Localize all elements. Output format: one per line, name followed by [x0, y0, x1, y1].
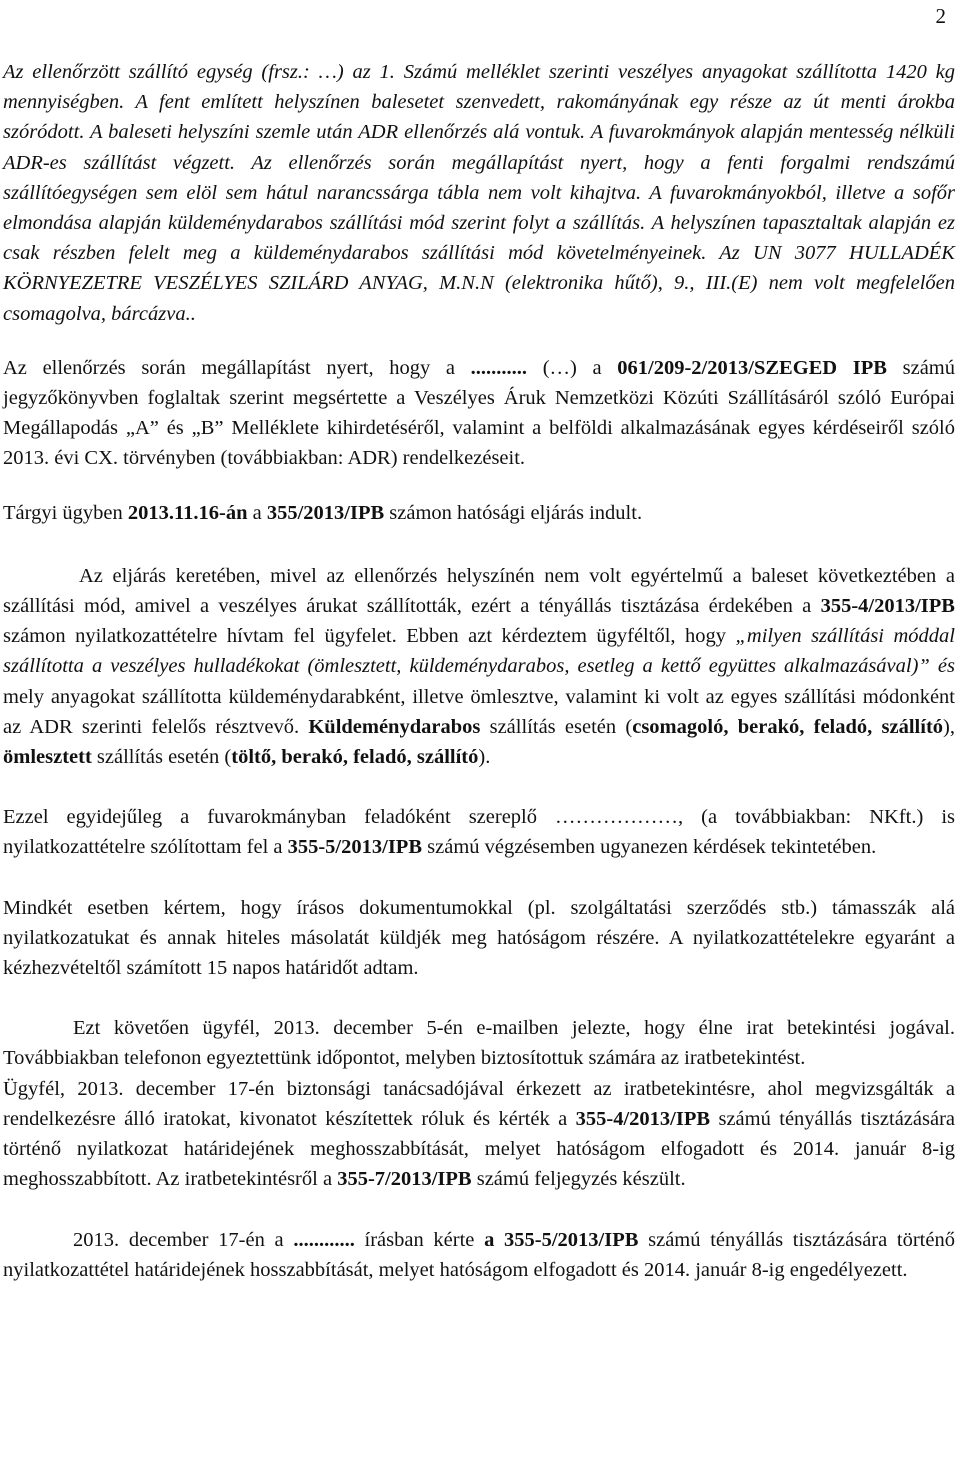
bold-text-run: 355-4/2013/IPB — [820, 595, 955, 618]
bold-text-run: ............ — [293, 1228, 355, 1251]
file-inspection-request-paragraph — [3, 1013, 955, 1073]
text-run: írásban kérte — [354, 1228, 485, 1251]
bold-text-run: ........... — [470, 356, 528, 379]
bold-text-run: 2013.11.16-án — [127, 501, 248, 524]
documentation-request-paragraph — [3, 893, 955, 984]
document-body — [3, 57, 955, 1285]
sender-summons-paragraph — [3, 802, 955, 862]
text-run: 2013. december 17-én a — [73, 1228, 294, 1251]
bold-text-run: 355-7/2013/IPB — [337, 1168, 472, 1191]
text-run: Mindkét esetben kértem, hogy írásos dokumentumokkal (pl. szolgáltatási szerződés stb.) támasszák alá nyilatkozatukat és annak hiteles másolatát küldjék meg hatóságom részére. A nyilatkozattételekre egyaránt a kézhezvételtől számított 15 napos határidőt adtam. — [3, 896, 955, 980]
text-run: számú végzésemben ugyanezen kérdések tekintetében. — [422, 836, 877, 859]
bold-text-run: 061/209-2/2013/SZEGED IPB — [617, 356, 887, 379]
incident-description-paragraph — [3, 57, 955, 329]
text-run: számon hatósági eljárás indult. — [384, 501, 643, 524]
text-run: számú jegyzőkönyvben foglaltak szerint megsértette a Veszélyes Áruk Nemzetközi Közúti Szállításáról szóló Európai Megállapodás „A” és „B” Melléklete kihirdetéséről, valamint a belföldi alkalmazásának egyes kérdéseiről szóló 2013. évi CX. törvényben (továbbiakban: ADR) rendelkezéseit. — [3, 356, 955, 470]
text-run: Az ellenőrzött szállító egység (frsz.: …) az 1. Számú melléklet szerinti veszélyes anyagokat szállította 1420 kg mennyiségben. A fent említett helyszínen balesetet szenvedett, rakományának egy része az út menti árokba szóródott. A baleseti helyszíni szemle után ADR ellenőrzés alá vontuk. A fuvarokmányok alapján mentesség nélküli ADR-es szállítást végzett. Az ellenőrzés során megállapítást nyert, hogy a fenti forgalmi rendszámú szállítóegységen sem elöl sem hátul narancssárga tábla nem volt kihajtva. A fuvarokmányokból, illetve a sofőr elmondása alapján küldeménydarabos szállítási mód szerint folyt a szállítás. A helyszínen tapasztaltak alapján ez csak részben felelt meg a küldeménydarabos szállítási mód követelményeinek. Az UN 3077 HULLADÉK KÖRNYEZETRE VESZÉLYES SZILÁRD ANYAG, M.N.N (elektronika hűtő), 9., III.(E) nem volt megfelelően csomagolva, bárcázva.. — [3, 61, 955, 325]
bold-text-run: csomagoló, berakó, feladó, szállító — [632, 715, 944, 738]
text-run: mely anyagokat szállította küldeménydarabként, illetve ömlesztve, valamint ki volt az egyes szállítási módonként az ADR szerinti felelős résztvevő. — [3, 685, 955, 738]
text-run: Ügyfél, 2013. december 17-én biztonsági tanácsadójával érkezett az iratbetekintésre, ahol megvizsgálták a rendelkezésre álló iratokat, kivonatot készítettek róluk és kérték a — [3, 1077, 955, 1130]
text-run: ). — [478, 746, 491, 769]
text-run: Az eljárás keretében, mivel az ellenőrzés helyszínén nem volt egyértelmű a baleset következtében a szállítási mód, amivel a veszélyes árukat szállították, ezért a tényállás tisztázása érdekében a — [3, 564, 955, 618]
bold-text-run: töltő, berakó, feladó, szállító — [231, 746, 479, 769]
text-run: szállítás esetén ( — [480, 715, 633, 738]
bold-text-run: 355-4/2013/IPB — [575, 1107, 711, 1130]
violation-finding-paragraph — [3, 353, 955, 474]
bold-text-run: 355-5/2013/IPB — [287, 836, 423, 859]
procedure-details-paragraph — [3, 561, 955, 772]
text-run: szállítás esetén ( — [91, 746, 232, 769]
deadline-extension-paragraph — [3, 1225, 955, 1285]
text-run: Az ellenőrzés során megállapítást nyert, hogy a — [3, 356, 471, 379]
bold-text-run: ömlesztett — [3, 746, 92, 769]
bold-text-run: 355/2013/IPB — [266, 501, 385, 524]
file-inspection-paragraph — [3, 1074, 955, 1195]
text-run: Ezt követően ügyfél, 2013. december 5-én e-mailben jelezte, hogy élne irat betekintési jogával. Továbbiakban telefonon egyeztettünk időpontot, melyben biztosítottuk számára az iratbetekintést. — [3, 1017, 955, 1070]
procedure-start-paragraph — [3, 498, 955, 528]
italic-text-run: „milyen szállítási móddal szállította a veszélyes hulladékokat (ömlesztett, küldeménydarabos, esetleg a kettő együttes alkalmazásával)” és — [3, 625, 955, 678]
text-run: számú tényállás tisztázására történő nyilatkozattétel határidejének hosszabbítását, melyet hatóságom elfogadott és 2014. január 8-ig engedélyezett. — [3, 1228, 955, 1281]
text-run: Ezzel egyidejűleg a fuvarokmányban feladóként szereplő ………………, (a továbbiakban: NKft.) is nyilatkozattételre szólítottam fel a — [3, 806, 955, 859]
text-run: Tárgyi ügyben — [3, 501, 128, 524]
text-run: a — [247, 501, 267, 524]
bold-text-run: a 355-5/2013/IPB — [484, 1228, 639, 1251]
text-run: számú tényállás tisztázására történő nyilatkozat határidejének meghosszabbítását, melyet hatóságom elfogadott és 2014. január 8-ig meghosszabbított. Az iratbetekintésről a — [3, 1107, 956, 1191]
page-number: 2 — [935, 4, 946, 28]
text-run: (…) a — [527, 356, 618, 379]
text-run: számon nyilatkozattételre hívtam fel ügyfelet. Ebben azt kérdeztem ügyféltől, hogy — [3, 625, 736, 648]
bold-text-run: Küldeménydarabos — [308, 715, 481, 738]
text-run: ), — [943, 715, 955, 738]
text-run: számú feljegyzés készült. — [471, 1168, 686, 1191]
